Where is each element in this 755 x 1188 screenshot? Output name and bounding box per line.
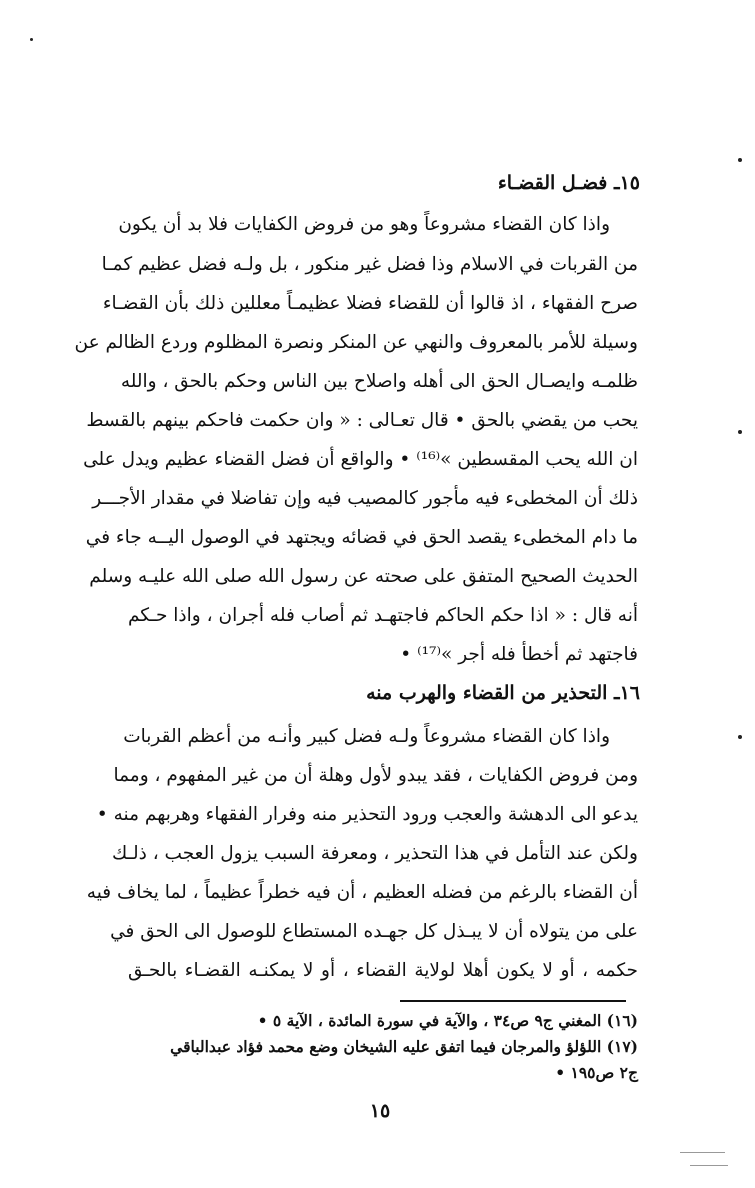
section-15-line: ذلك أن المخطىء فيه مأجور كالمصيب فيه وإن تفاضلا في مقدار الأجـــر: [92, 488, 638, 509]
section-16-line: أن القضاء بالرغم من فضله العظيم ، أن فيه خطراً عظيماً ، لما يخاف فيه: [86, 882, 638, 903]
section-16-line: على من يتولاه أن لا يبـذل كل جهـده المستطاع للوصول الى الحق في: [110, 921, 638, 942]
section-16-line: ومن فروض الكفايات ، فقد يبدو لأول وهلة أن من غير المفهوم ، ومما: [113, 765, 638, 786]
section-16-line: يدعو الى الدهشة والعجب ورود التحذير منه وفرار الفقهاء وهربهم منه •: [96, 804, 638, 825]
section-15-line: وسيلة للأمر بالمعروف والنهي عن المنكر ونصرة المظلوم وردع الظالم عن: [74, 332, 638, 353]
section-15-line: أنه قال : « اذا حكم الحاكم فاجتهـد ثم أصاب فله أجران ، واذا حـكم: [128, 605, 638, 626]
footnote-16: (١٦) المغني ج٩ ص٣٤ ، والآية في سورة المائدة ، الآية ٥ •: [257, 1011, 638, 1030]
scan-mark-dot: [738, 158, 742, 162]
scan-mark-line: [690, 1165, 728, 1166]
section-15-line: فاجتهد ثم أخطأ فله أجر »⁽¹⁷⁾ •: [400, 644, 638, 665]
section-16-heading: ١٦ـ التحذير من القضاء والهرب منه: [366, 682, 640, 704]
section-15-heading: ١٥ـ فضـل القضـاء: [497, 172, 640, 194]
section-15-line: من القربات في الاسلام وذا فضل غير منكور ، بل ولـه فضل عظيم كمـا: [101, 254, 638, 275]
footnote-17-continued: ج٢ ص١٩٥ •: [555, 1063, 638, 1082]
section-15-line: ما دام المخطىء يقصد الحق في قضائه ويجتهد في الوصول اليــه جاء في: [85, 527, 638, 548]
section-16-line: واذا كان القضاء مشروعاً ولـه فضل كبير وأنـه من أعظم القربات: [123, 726, 610, 747]
section-15-line: واذا كان القضاء مشروعاً وهو من فروض الكفايات فلا بد أن يكون: [118, 214, 610, 235]
section-16-line: حكمه ، أو لا يكون أهلا لولاية القضاء ، أو لا يمكنـه القضـاء بالحـق: [128, 960, 638, 981]
section-15-line: يحب من يقضي بالحق • قال تعـالى : « وان حكمت فاحكم بينهم بالقسط: [86, 410, 638, 431]
section-16-line: ولكن عند التأمل في هذا التحذير ، ومعرفة السبب يزول العجب ، ذلـك: [111, 843, 638, 864]
section-15-line: صرح الفقهاء ، اذ قالوا أن للقضاء فضلا عظيمـاً معللين ذلك بأن القضـاء: [102, 293, 638, 314]
scan-mark-dot: [738, 735, 742, 739]
page-number: ١٥: [369, 1100, 391, 1122]
scan-mark-line: [680, 1152, 725, 1153]
scan-mark-dot: [30, 38, 33, 41]
section-15-line: ظلمـه وايصـال الحق الى أهله واصلاح بين الناس وحكم بالحق ، والله: [120, 371, 638, 392]
footnote-rule: [400, 1000, 626, 1002]
section-15-line: الحديث الصحيح المتفق على صحته عن رسول الله صلى الله عليـه وسلم: [89, 566, 638, 587]
scan-mark-dot: [738, 430, 742, 434]
section-15-line: ان الله يحب المقسطين »⁽¹⁶⁾ • والواقع أن فضل القضاء عظيم ويدل على: [83, 449, 638, 470]
footnote-17: (١٧) اللؤلؤ والمرجان فيما اتفق عليه الشيخان وضع محمد فؤاد عبدالباقي: [170, 1037, 638, 1056]
